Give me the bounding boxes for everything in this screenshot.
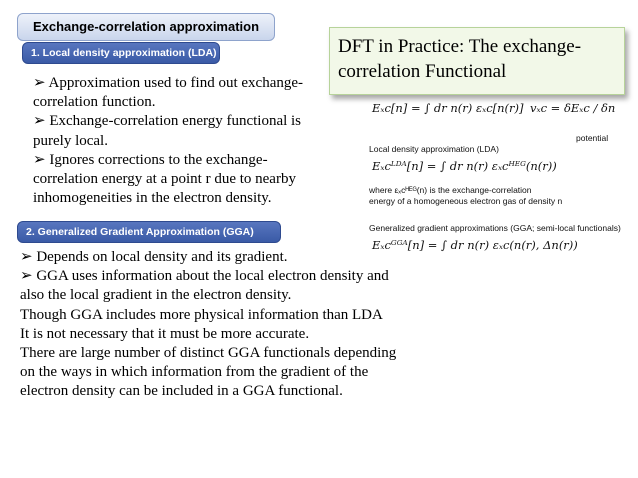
gga-formula: Eₓcᴳᴳᴬ[n] = ∫ dr n(r) εₓc(n(r), Δn(r)) [372, 238, 578, 252]
potential-label: potential [576, 133, 609, 143]
vxc-formula: vₓc = δEₓc / δn [530, 101, 616, 115]
lda-line: ➢ Ignores corrections to the exchange- [33, 151, 268, 168]
gga-line: electron density can be included in a GGA functional. [20, 383, 343, 400]
gga-line: also the local gradient in the electron density. [20, 287, 292, 304]
lda-line: correlation function. [33, 94, 156, 111]
lda-line: correlation energy at a point r due to nearby [33, 171, 296, 188]
main-title: Exchange-correlation approximation [17, 13, 275, 41]
dft-title-line: DFT in Practice: The exchange- [338, 36, 582, 57]
lda-line: ➢ Approximation used to find out exchange- [33, 75, 304, 91]
section-gga-title: 2. Generalized Gradient Approximation (GGA) [17, 221, 281, 243]
gga-description [20, 248, 430, 402]
gga-formula-label: Generalized gradient approximations (GGA; semi-local functionals) [369, 223, 621, 233]
gga-line: on the ways in which information from the gradient of the [20, 364, 369, 381]
lda-line: purely local. [33, 132, 108, 149]
gga-line: It is not necessary that it must be more accurate. [20, 325, 310, 342]
gga-line: ➢ Depends on local density and its gradient. [20, 249, 288, 265]
where-line: energy of a homogeneous electron gas of density n [369, 196, 563, 206]
lda-formula: Eₓcᴸᴰᴬ[n] = ∫ dr n(r) εₓcᴴᴱᴳ(n(r)) [372, 159, 557, 173]
where-line: where εₓcᴴᴱᴳ(n) is the exchange-correlation [369, 185, 532, 195]
dft-title-line: correlation Functional [338, 61, 507, 82]
lda-description [33, 74, 333, 208]
section-lda-title: 1. Local density approximation (LDA) [22, 42, 220, 64]
lda-formula-label: Local density approximation (LDA) [369, 144, 499, 154]
gga-line: Though GGA includes more physical information than LDA [20, 306, 383, 323]
lda-line: ➢ Exchange-correlation energy functional is [33, 113, 302, 130]
exc-formula: Eₓc[n] = ∫ dr n(r) εₓc[n(r)] [372, 101, 524, 115]
lda-line: inhomogeneities in the electron density. [33, 190, 272, 207]
gga-line: ➢ GGA uses information about the local electron density and [20, 268, 389, 285]
dft-title-box [329, 27, 625, 95]
gga-line: There are large number of distinct GGA functionals depending [20, 345, 397, 362]
lda-where-note [369, 185, 562, 207]
